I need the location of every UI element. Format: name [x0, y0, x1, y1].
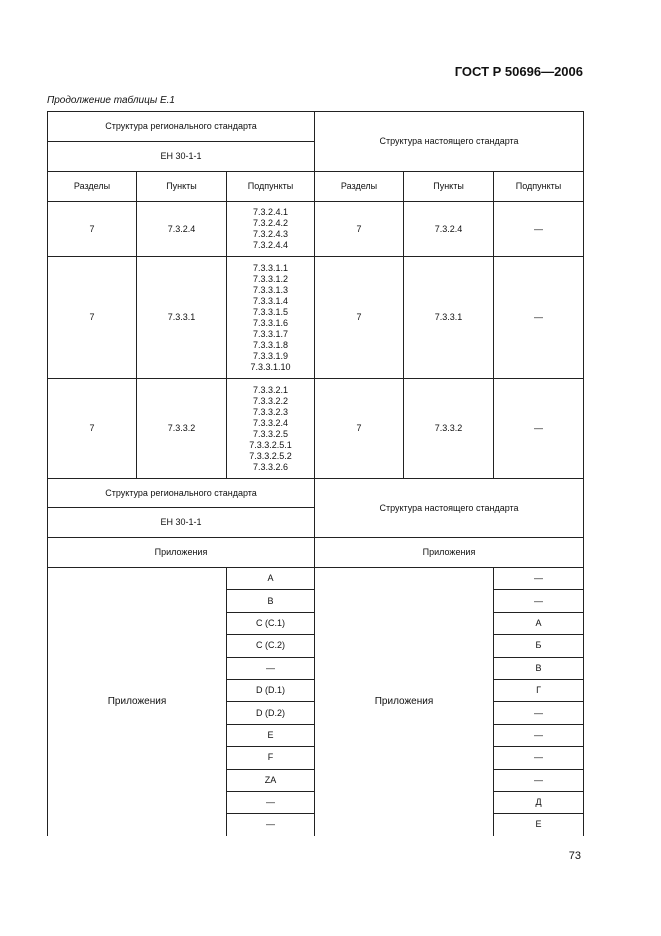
current-annex-label: Приложения	[315, 568, 494, 836]
subitem: 7.3.3.1.7	[252, 328, 289, 339]
current-item: 7.3.3.2	[404, 379, 494, 479]
regional-annex: C (C.1)	[227, 612, 315, 634]
regional-annex: D (D.2)	[227, 702, 315, 724]
current-section: 7	[315, 202, 404, 257]
table-caption: Продолжение таблицы Е.1	[47, 95, 175, 106]
current-annex: Б	[494, 635, 584, 657]
col-header: Подпункты	[227, 172, 315, 202]
subitem: 7.3.3.2.1	[252, 384, 289, 395]
subitem: 7.3.3.2.5.2	[249, 450, 292, 461]
correspondence-table-annex-header	[47, 478, 584, 568]
column-header-row	[48, 172, 584, 202]
subitem: 7.3.2.4.1	[252, 207, 289, 217]
regional-section: 7	[48, 379, 137, 479]
current-annex: —	[494, 724, 584, 746]
subitem: 7.3.2.4.2	[252, 218, 289, 228]
regional-structure-title: Структура регионального стандарта	[48, 112, 315, 142]
subitem: 7.3.2.4.3	[252, 229, 289, 239]
current-annex: —	[494, 747, 584, 769]
subitem: 7.3.3.1.6	[252, 317, 289, 328]
current-annex: А	[494, 612, 584, 634]
subitem: 7.3.3.2.5	[252, 428, 289, 439]
subitem: 7.3.3.1.5	[252, 306, 289, 317]
current-structure-title: Структура настоящего стандарта	[315, 112, 584, 172]
regional-annex: C (C.2)	[227, 635, 315, 657]
current-section: 7	[315, 257, 404, 379]
regional-standard-code: ЕН 30-1-1	[48, 508, 315, 538]
current-section: 7	[315, 379, 404, 479]
subitem: 7.3.3.2.5.1	[249, 439, 292, 450]
current-annex: Д	[494, 791, 584, 813]
regional-annex: —	[227, 814, 315, 836]
regional-section: 7	[48, 202, 137, 257]
regional-standard-code: ЕН 30-1-1	[48, 142, 315, 172]
regional-item: 7.3.2.4	[137, 202, 227, 257]
regional-annex: ZA	[227, 769, 315, 791]
annex-correspondence-table	[47, 567, 584, 836]
current-subitem: —	[494, 379, 584, 479]
regional-structure-title: Структура регионального стандарта	[48, 479, 315, 508]
regional-annex-header: Приложения	[48, 538, 315, 568]
current-subitem: —	[494, 202, 584, 257]
current-annex-header: Приложения	[315, 538, 584, 568]
table-row	[48, 568, 584, 590]
regional-subitems	[227, 202, 315, 257]
document-id: ГОСТ Р 50696—2006	[454, 64, 583, 79]
regional-subitems	[227, 257, 315, 379]
regional-item: 7.3.3.1	[137, 257, 227, 379]
subitem: 7.3.3.2.6	[252, 461, 289, 472]
regional-subitems	[227, 379, 315, 479]
subitem: 7.3.3.1.9	[252, 350, 289, 361]
regional-annex: —	[227, 791, 315, 813]
table-row	[48, 257, 584, 379]
current-subitem: —	[494, 257, 584, 379]
current-annex: В	[494, 657, 584, 679]
current-annex: Г	[494, 679, 584, 701]
current-item: 7.3.3.1	[404, 257, 494, 379]
subitem: 7.3.2.4.4	[252, 240, 289, 250]
subitem: 7.3.3.2.4	[252, 417, 289, 428]
subitem: 7.3.3.1.1	[252, 262, 289, 273]
col-header: Разделы	[315, 172, 404, 202]
current-annex: —	[494, 769, 584, 791]
regional-section: 7	[48, 257, 137, 379]
current-annex: —	[494, 702, 584, 724]
col-header: Разделы	[48, 172, 137, 202]
col-header: Подпункты	[494, 172, 584, 202]
regional-annex: B	[227, 590, 315, 612]
subitem: 7.3.3.1.2	[252, 273, 289, 284]
table-row	[48, 202, 584, 257]
current-annex: —	[494, 568, 584, 590]
subitem: 7.3.3.2.2	[252, 395, 289, 406]
regional-annex: E	[227, 724, 315, 746]
current-structure-title: Структура настоящего стандарта	[315, 479, 584, 538]
regional-annex-label: Приложения	[48, 568, 227, 836]
col-header: Пункты	[137, 172, 227, 202]
regional-item: 7.3.3.2	[137, 379, 227, 479]
subitem: 7.3.3.1.4	[252, 295, 289, 306]
regional-annex: —	[227, 657, 315, 679]
subitem: 7.3.3.1.10	[250, 361, 291, 372]
regional-annex: F	[227, 747, 315, 769]
current-annex: —	[494, 590, 584, 612]
subitem: 7.3.3.1.8	[252, 339, 289, 350]
current-annex: Е	[494, 814, 584, 836]
page-number: 73	[568, 850, 581, 862]
col-header: Пункты	[404, 172, 494, 202]
current-item: 7.3.2.4	[404, 202, 494, 257]
subitem: 7.3.3.1.3	[252, 284, 289, 295]
regional-annex: A	[227, 568, 315, 590]
table-row	[48, 379, 584, 479]
subitem: 7.3.3.2.3	[252, 406, 289, 417]
regional-annex: D (D.1)	[227, 679, 315, 701]
correspondence-table-main	[47, 111, 584, 479]
